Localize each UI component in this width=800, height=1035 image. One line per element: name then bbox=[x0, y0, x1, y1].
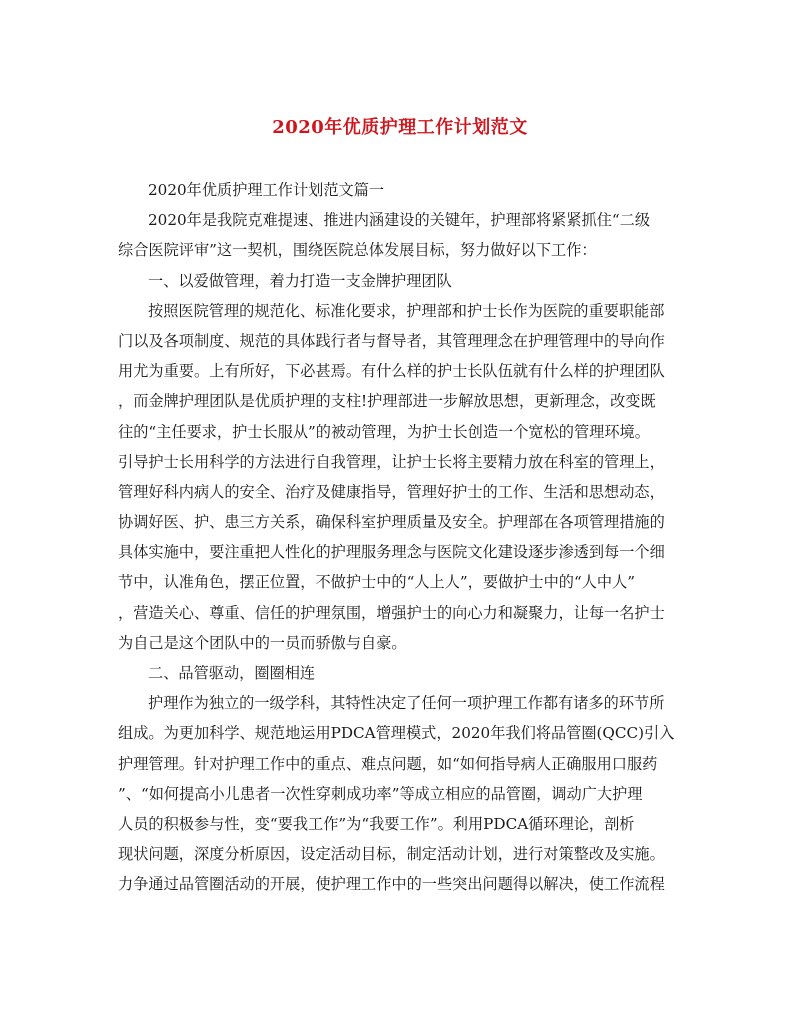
text-line: 节中，认准角色，摆正位置，不做护士中的“人上人”，要做护士中的“人中人” bbox=[118, 573, 636, 592]
text-line: 为自己是这个团队中的一员而骄傲与自豪。 bbox=[118, 633, 407, 652]
text-line: 往的“主任要求，护士长服从”的被动管理，为护士长创造一个宽松的管理环境。 bbox=[118, 422, 650, 441]
document-title: 2020年优质护理工作计划范文 bbox=[272, 117, 528, 138]
text-line: 现状问题，深度分析原因，设定活动目标，制定活动计划，进行对策整改及实施。 bbox=[118, 845, 665, 864]
text-line: 护理作为独立的一级学科，其特性决定了任何一项护理工作都有诸多的环节所 bbox=[148, 694, 665, 713]
text-line: 引导护士长用科学的方法进行自我管理，让护士长将主要精力放在科室的管理上， bbox=[118, 452, 665, 471]
text-line: 一、以爱做管理，着力打造一支金牌护理团队 bbox=[148, 271, 452, 290]
text-line: 力争通过品管圈活动的开展，使护理工作中的一些突出问题得以解决，使工作流程 bbox=[118, 875, 665, 894]
text-line: 具体实施中，要注重把人性化的护理服务理念与医院文化建设逐步渗透到每一个细 bbox=[118, 543, 665, 562]
text-line: 组成。为更加科学、规范地运用PDCA管理模式，2020年我们将品管圈(QCC)引入 bbox=[118, 724, 675, 743]
text-line: 协调好医、护、患三方关系，确保科室护理质量及安全。护理部在各项管理措施的 bbox=[118, 513, 665, 532]
text-line: ”、“如何提高小儿患者一次性穿刺成功率”等成立相应的品管圈，调动广大护理 bbox=[118, 784, 643, 803]
text-line: 2020年优质护理工作计划范文篇一 bbox=[148, 181, 385, 199]
text-line: ，营造关心、尊重、信任的护理氛围，增强护士的向心力和凝聚力，让每一名护士 bbox=[118, 603, 665, 622]
text-line: 护理管理。针对护理工作中的重点、难点问题，如“如何指导病人正确服用口服药 bbox=[118, 754, 658, 773]
document-body bbox=[118, 175, 684, 900]
text-line: 用尤为重要。上有所好，下必甚焉。有什么样的护士长队伍就有什么样的护理团队 bbox=[118, 362, 665, 381]
text-line: 门以及各项制度、规范的具体践行者与督导者，其管理理念在护理管理中的导向作 bbox=[118, 331, 665, 350]
text-line: ，而金牌护理团队是优质护理的支柱!护理部进一步解放思想，更新理念，改变既 bbox=[118, 392, 656, 411]
text-line: 2020年是我院克难提速、推进内涵建设的关键年，护理部将紧紧抓住“二级 bbox=[148, 211, 651, 230]
text-line: 二、品管驱动，圈圈相连 bbox=[148, 664, 316, 682]
text-line: 按照医院管理的规范化、标准化要求，护理部和护士长作为医院的重要职能部 bbox=[148, 301, 665, 320]
text-line: 综合医院评审”这一契机，围绕医院总体发展目标，努力做好以下工作： bbox=[118, 241, 597, 260]
text-line: 人员的积极参与性，变“要我工作”为“我要工作”。利用PDCA循环理论，剖析 bbox=[118, 814, 635, 833]
text-line: 管理好科内病人的安全、治疗及健康指导，管理好护士的工作、生活和思想动态， bbox=[118, 482, 665, 501]
